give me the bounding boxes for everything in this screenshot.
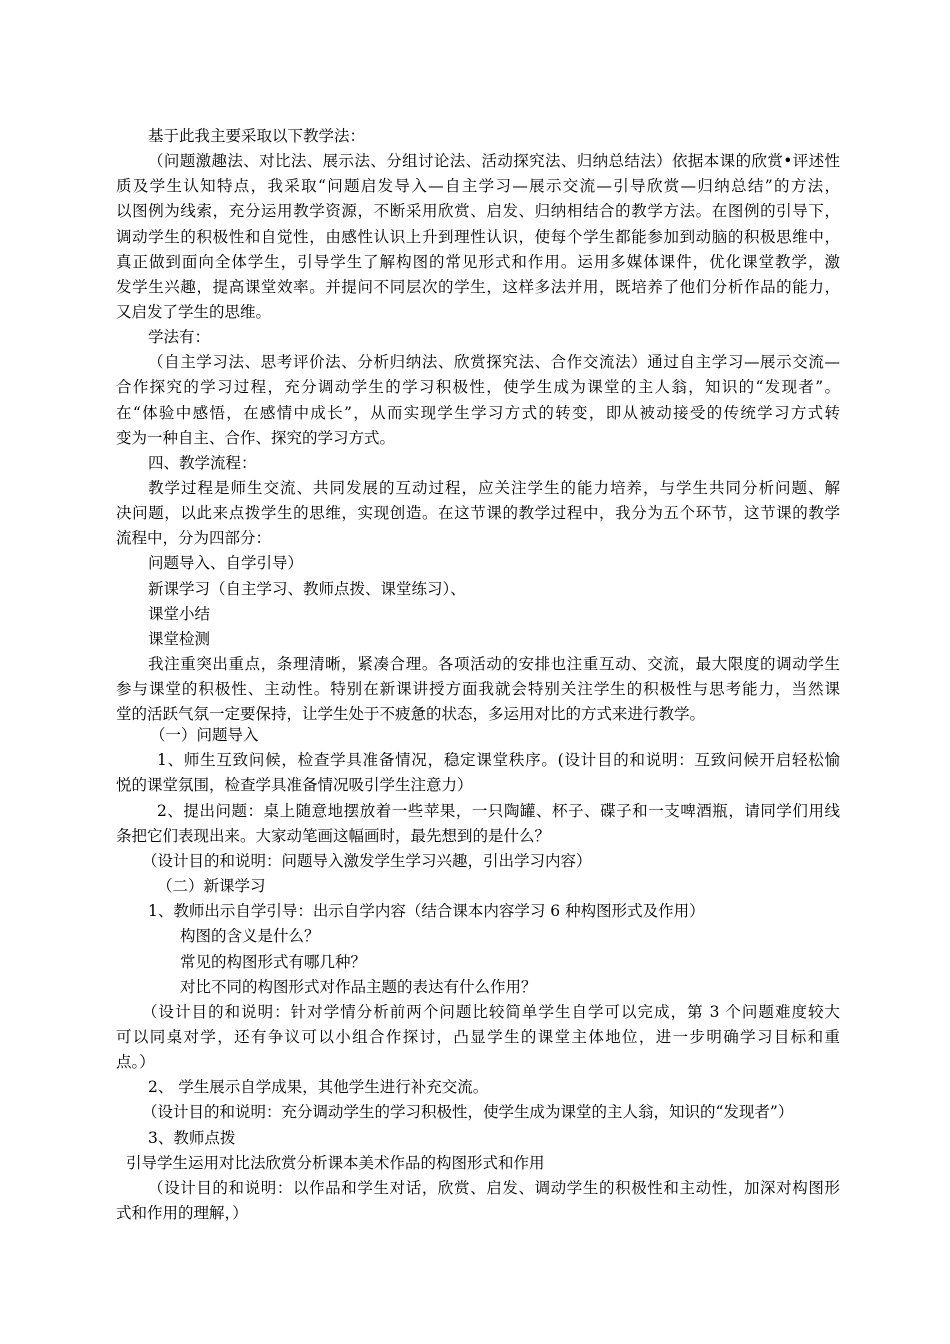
list-item: 问题导入、自学引导） <box>148 554 304 572</box>
subsection-heading: （一）问题导入 <box>150 726 259 744</box>
text-line: 式和作用的理解，） <box>116 1204 248 1222</box>
text-line: （问题激趣法、对比法、展示法、分组讨论法、活动探究法、归纳总结法）依据本课的欣赏•评述性 <box>148 152 840 170</box>
text-line: 可以同桌对学，还有争议可以小组合作探讨，凸显学生的课堂主体地位，进一步明确学习目标和重 <box>116 1028 840 1046</box>
text-line: 点。） <box>116 1053 155 1071</box>
text-line: 引导学生运用对比法欣赏分析课本美术作品的构图形式和作用 <box>126 1154 545 1172</box>
text-line: 参与课堂的积极性、主动性。特别在新课讲授方面我就会特别关注学生的积极性与思考能力，当然课 <box>116 680 840 698</box>
text-line: 2、提出问题：桌上随意地摆放着一些苹果，一只陶罐、杯子、碟子和一支啤酒瓶，请同学们用线 <box>157 802 840 820</box>
text-line: （设计目的和说明：问题导入激发学生学习兴趣，引出学习内容） <box>142 852 592 870</box>
text-line: 3、教师点拨 <box>148 1129 236 1147</box>
subsection-heading: （二）新课学习 <box>157 877 266 895</box>
text-line: 1、师生互致问候，检查学具准备情况，稳定课堂秩序。(设计目的和说明：互致问候开启轻松愉 <box>157 751 840 769</box>
text-line: 流程中，分为四部分： <box>116 529 272 547</box>
text-line: 调动学生的积极性和自觉性，由感性认识上升到理性认识，使每个学生都能参加到动脑的积极思维中， <box>116 228 840 246</box>
text-line: 条把它们表现出来。大家动笔画这幅画时，最先想到的是什么？ <box>116 827 551 845</box>
text-line: 真正做到面向全体学生，引导学生了解构图的常见形式和作用。运用多媒体课件，优化课堂教学，激 <box>116 253 840 271</box>
text-line: （设计目的和说明：充分调动学生的学习积极性，使学生成为课堂的主人翁，知识的“发现者”） <box>142 1103 794 1121</box>
text-line: 悦的课堂氛围，检查学具准备情况吸引学生注意力） <box>116 776 473 794</box>
text-line: （自主学习法、思考评价法、分析归纳法、欣赏探究法、合作交流法）通过自主学习—展示交流— <box>148 353 840 371</box>
list-item: 课堂小结 <box>148 605 211 623</box>
text-line: 教学过程是师生交流、共同发展的互动过程，应关注学生的能力培养，与学生共同分析问题、解 <box>148 479 840 497</box>
text-line: 合作探究的学习过程，充分调动学生的学习积极性，使学生成为课堂的主人翁，知识的“发现者”。 <box>116 378 840 396</box>
section-heading: 学法有： <box>148 328 211 346</box>
list-item: 课堂检测 <box>148 630 211 648</box>
text-line: 又启发了学生的思维。 <box>116 303 272 321</box>
text-line: 决问题，以此来点拨学生的思维，实现创造。在这节课的教学过程中，我分为五个环节，这节课的教学 <box>116 504 840 522</box>
question-item: 常见的构图形式有哪几种？ <box>180 953 367 971</box>
question-item: 对比不同的构图形式对作品主题的表达有什么作用？ <box>180 978 537 996</box>
text-line: 2、 学生展示自学成果，其他学生进行补充交流。 <box>148 1078 489 1096</box>
text-line: （设计目的和说明：以作品和学生对话，欣赏、启发、调动学生的积极性和主动性，加深对构图形 <box>148 1179 840 1197</box>
question-item: 构图的含义是什么？ <box>180 927 320 945</box>
text-line: 基于此我主要采取以下教学法： <box>148 127 366 145</box>
text-line: 质及学生认知特点，我采取“问题启发导入—自主学习—展示交流—引导欣赏—归纳总结”的方法， <box>116 177 840 195</box>
text-line: 我注重突出重点，条理清晰，紧凑合理。各项活动的安排也注重互动、交流，最大限度的调动学生 <box>148 655 840 673</box>
list-item: 新课学习（自主学习、教师点拨、课堂练习）、 <box>148 580 466 598</box>
text-line: （设计目的和说明：针对学情分析前两个问题比较简单学生自学可以完成，第 3 个问题难度较大 <box>142 1003 840 1021</box>
text-line: 1、教师出示自学引导：出示自学内容（结合课本内容学习 6 种构图形式及作用） <box>148 902 705 920</box>
section-heading: 四、教学流程： <box>148 454 257 472</box>
text-line: 堂的活跃气氛一定要保持，让学生处于不疲惫的状态，多运用对比的方式来进行教学。 <box>116 705 706 723</box>
text-line: 在“体验中感悟，在感情中成长”，从而实现学生学习方式的转变，即从被动接受的传统学习方式转 <box>116 404 840 422</box>
text-line: 以图例为线索，充分运用教学资源，不断采用欣赏、启发、归纳相结合的教学方法。在图例的引导下， <box>116 202 840 220</box>
text-line: 发学生兴趣，提高课堂效率。并提问不同层次的学生，这样多法并用，既培养了他们分析作品的能力， <box>116 278 840 296</box>
text-line: 变为一种自主、合作、探究的学习方式。 <box>116 429 396 447</box>
